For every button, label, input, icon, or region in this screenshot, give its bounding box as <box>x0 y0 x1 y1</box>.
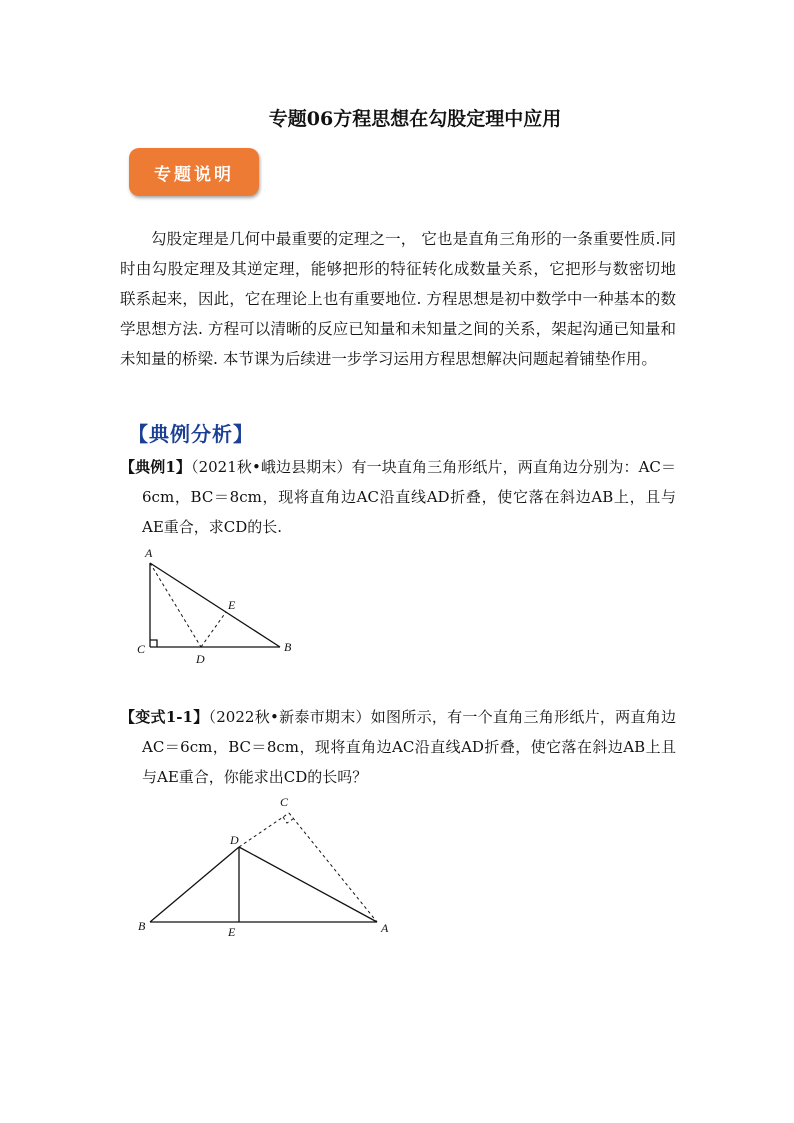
fig2-label-c: C <box>280 795 289 809</box>
intro-paragraph: 勾股定理是几何中最重要的定理之一， 它也是直角三角形的一条重要性质.同时由勾股定理及其逆定理，能够把形的特征转化成数量关系，它把形与数密切地联系起来，因此，它在理论上也有重要地位. 方程思想是初中数学中一种基本的数学思想方法. 方程可以清晰的反应已知量和未知量之间的关系，架起沟通已知量和未知量的桥梁. 本节课为后续进一步学习运用方程思想解决问题起着铺垫作用。 <box>120 230 676 368</box>
figure-1 <box>134 543 304 668</box>
fig1-label-a: A <box>145 546 153 560</box>
fig1-label-b: B <box>284 640 292 654</box>
fig1-label-d: D <box>196 652 205 666</box>
topic-badge-label: 专题说明 <box>154 164 234 185</box>
section-heading: 【典例分析】 <box>128 422 254 446</box>
problem-2-text: （2022秋•新泰市期末）如图所示，有一个直角三角形纸片，两直角边AC＝6cm，BC＝8cm，现将直角边AC沿直线AD折叠，使它落在斜边AB上且与AE重合，你能求出CD的长吗？ <box>142 708 676 786</box>
page-title: 专题06方程思想在勾股定理中应用 <box>268 108 562 130</box>
problem-1 <box>120 452 676 542</box>
fig2-label-a: A <box>381 921 389 935</box>
fig1-label-e: E <box>228 598 236 612</box>
fig2-label-d: D <box>230 833 239 847</box>
fig1-label-c: C <box>137 642 146 656</box>
topic-badge <box>129 148 259 196</box>
problem-1-text: （2021秋•峨边县期末）有一块直角三角形纸片，两直角边分别为：AC＝6cm，BC＝8cm，现将直角边AC沿直线AD折叠，使它落在斜边AB上，且与AE重合，求CD的长. <box>142 458 676 536</box>
figure-2 <box>134 790 394 940</box>
fig2-label-b: B <box>138 919 146 933</box>
problem-2 <box>120 702 676 792</box>
problem-1-tag: 【典例1】 <box>120 458 191 476</box>
problem-2-tag: 【变式1-1】 <box>120 708 209 726</box>
fig2-label-e: E <box>228 925 236 939</box>
